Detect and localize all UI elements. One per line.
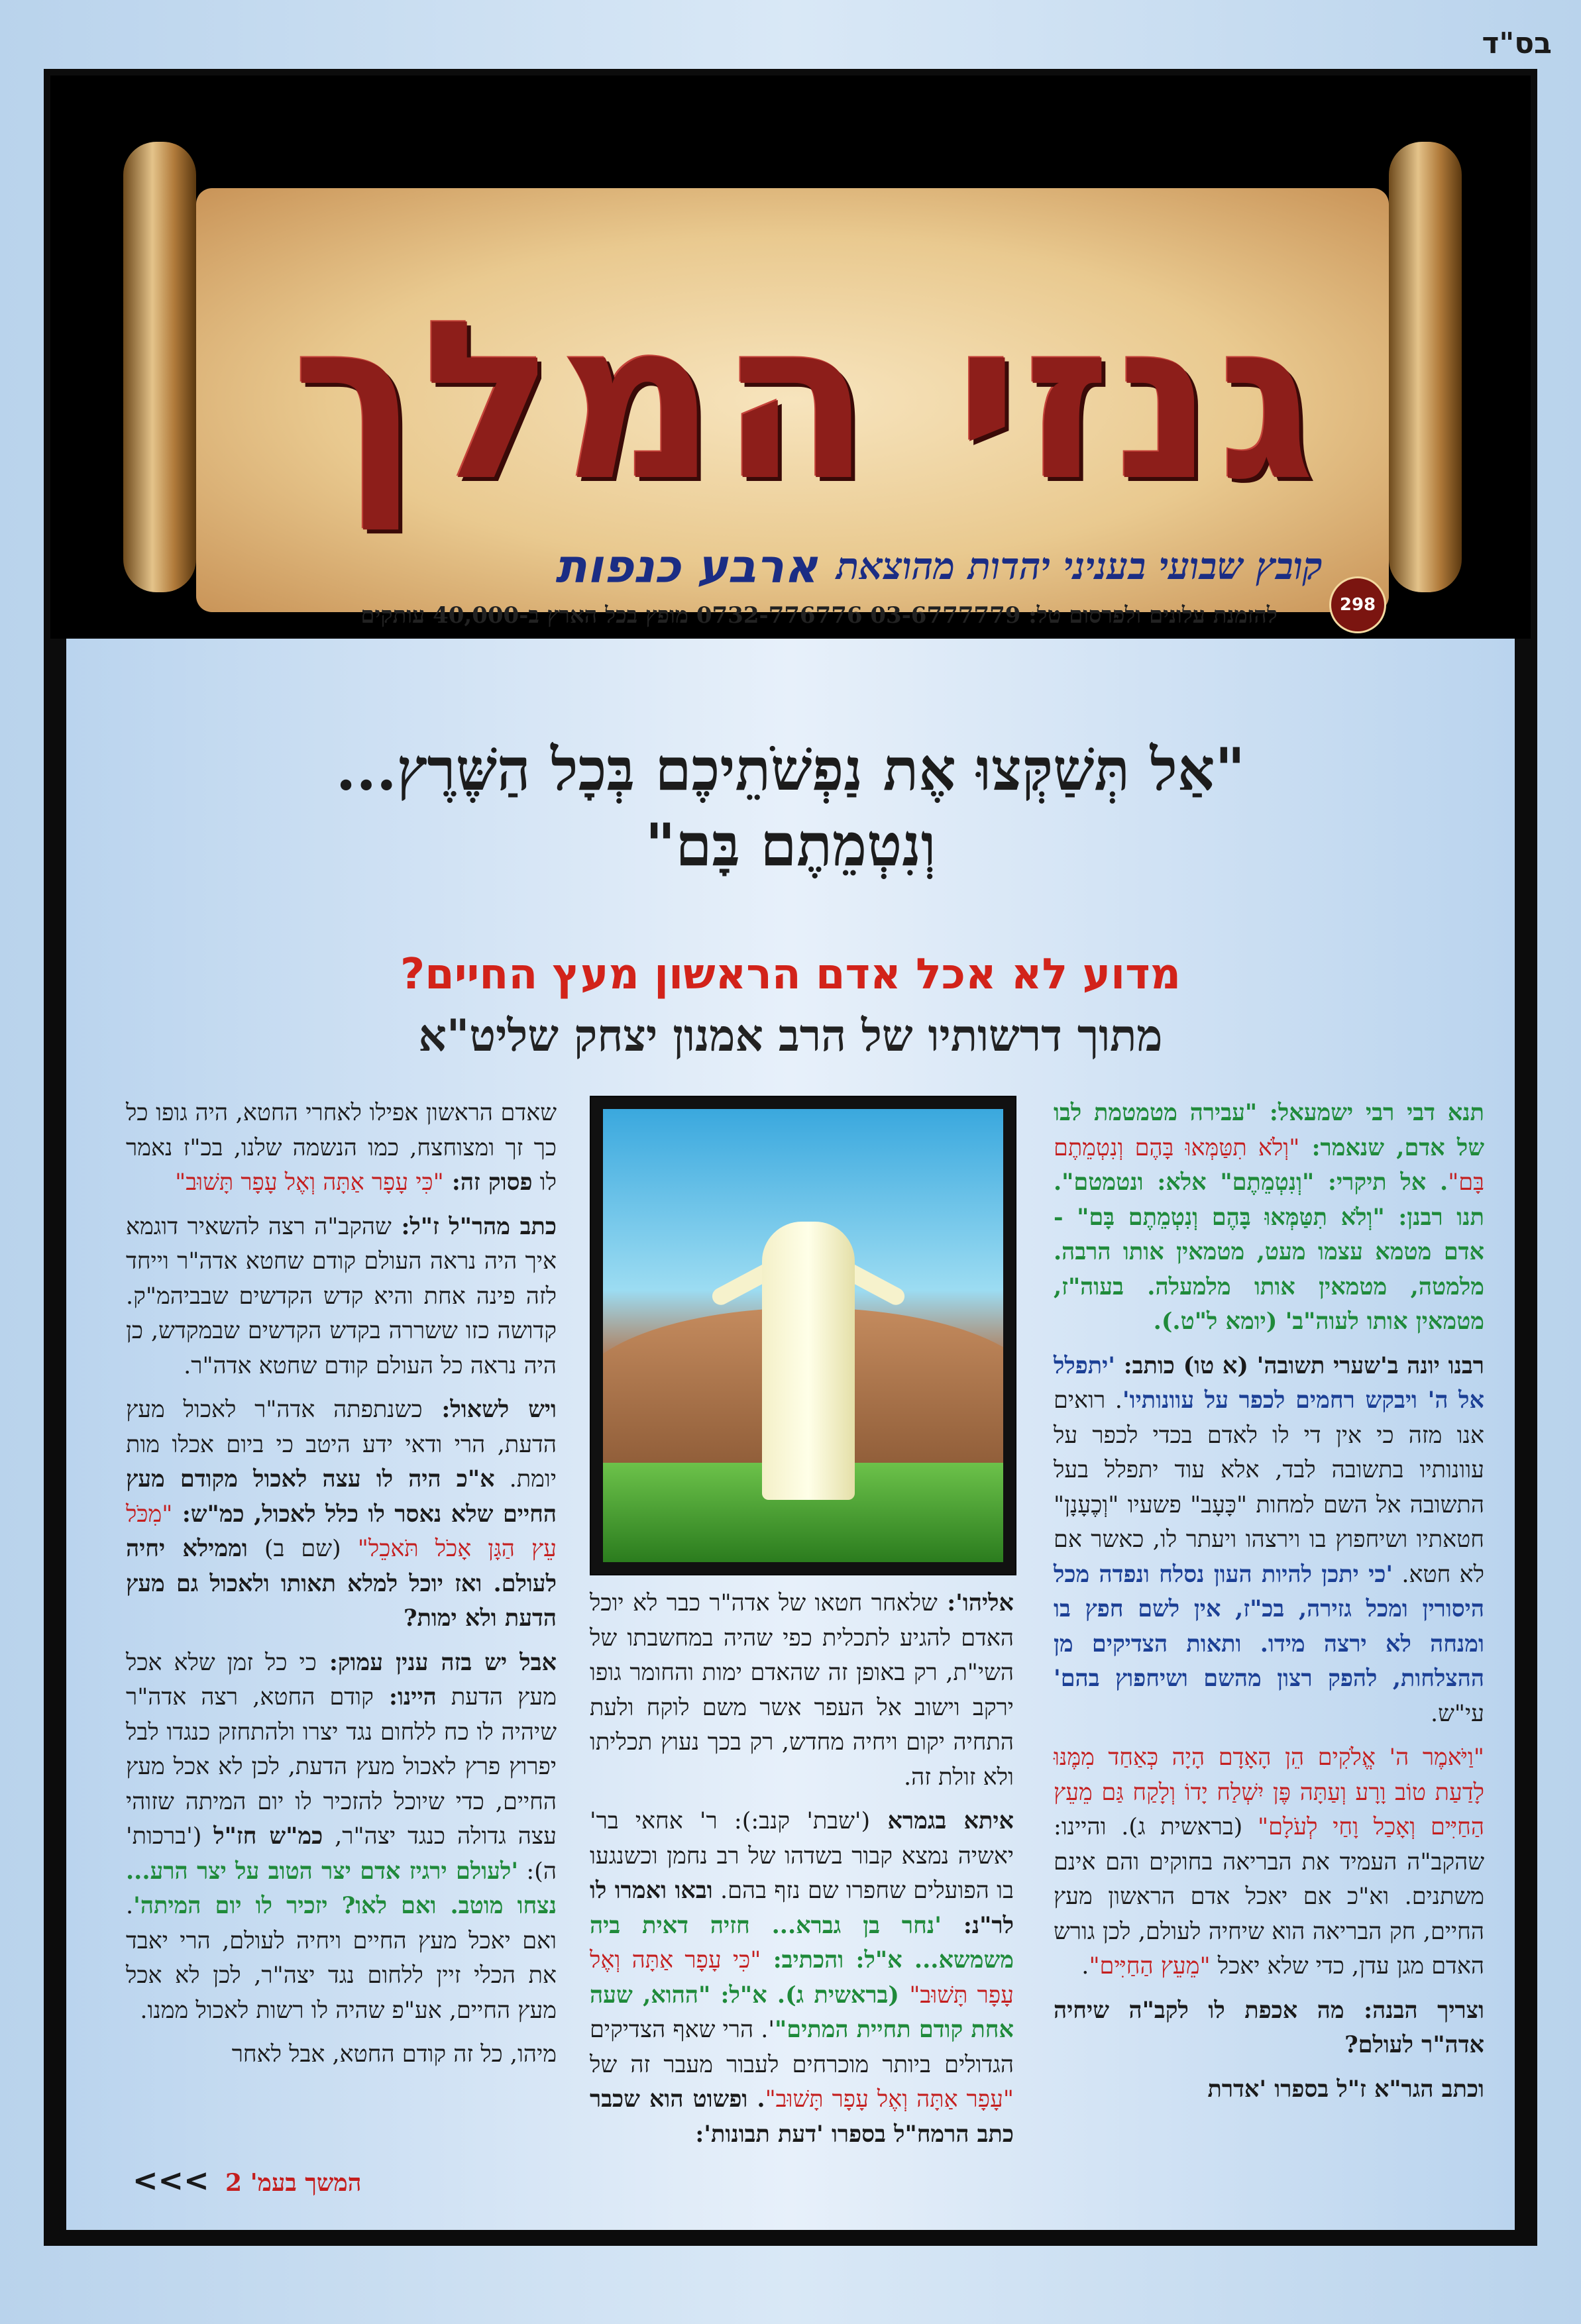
paragraph [1054,1740,1484,1984]
text-span: שאדם הראשון אפילו לאחרי החטא, היה גופו כל כך זך ומצוחצח, כמו הנשמה שלנו, בכ"ז נאמר לו [126,1100,557,1196]
paragraph [126,1393,557,1636]
text-span: שלאחר חטאו של אדה"ר כבר לא יוכל האדם להגיע לתכלית כפי שהיה במחשבתו של השי"ת, רק באופן זה שהאדם ימות והחומר גופו ירקב וישוב אל העפר אשר משם לוקח ולעת התחיה יקום ויחיה מחדש, רק בכך נעוץ תכליתו ולא זולת זה. [590,1590,1014,1791]
text-span: . [1081,1953,1089,1980]
article-byline: מתוך דרשותיו של הרב אמנון יצחק שליט"א [418,1010,1163,1061]
text-span: (שם ב) [247,1536,358,1562]
verse-span: "מֵעֵץ הַחַיִּים" [1089,1953,1211,1980]
issue-number-badge: 298 [1329,576,1386,633]
verse-quote [66,731,1515,883]
masthead [50,76,1531,639]
column-middle [590,1586,1014,2161]
text-span: (בראשית ג). והיינו: שהקב"ה העמיד את הבריאה בחוקים והם אינם משתנים. וא"כ אם יאכל אדם הראשון מעץ החיים, חק הבריאה הוא שיחיה לעולם, לכן גורש האדם מגן עדן, כדי שלא יאכל [1054,1814,1484,1980]
paragraph [1054,1096,1484,1340]
corner-label: בס"ד [1482,26,1552,60]
paragraph [126,1096,557,1200]
text-span: . ואם יאכל מעץ החיים ויחיה לעולם, הרי יאבד את הכלי זיין ללחום נגד יצה"ר, לכן לא אכל מעץ החיים, אע"פ שהיה לו רשות לאכול ממנו. [126,1893,557,2024]
text-span: פסוק זה: [443,1169,533,1196]
paragraph [590,1586,1014,1795]
subtitle-row [249,539,1323,594]
column-right [1054,1096,1484,2116]
text-span: '. הרי שאף הצדיקים הגדולים ביותר מוכרחים לעבור מעבר זה של [590,2017,1014,2078]
continued-note: המשך בעמ' 2 [225,2169,362,2197]
verse-span: "מִכֹּל עֵץ הַגָּן אָכֹל תֹּאכֵל" [126,1501,557,1562]
text-span: כשנתפתה אדה"ר לאכול מעץ הדעת, הרי ודאי ידע היטב כי ביום אכלו מות יומת. [126,1397,557,1493]
article-area [66,639,1515,2230]
text-span: רבנו יונה ב'שערי תשובה' (א טו) כותב: [1115,1351,1484,1379]
figure-shape [762,1222,855,1500]
paragraph: וצריך הבנה: מה אכפת לו לקב"ה שיחיה אדה"ר לעולם? [1054,1996,1484,2058]
article-headline: מדוע לא אכל אדם הראשון מעץ החיים? [400,950,1181,999]
paragraph [1054,1349,1484,1732]
text-span: . אל תיקרי: "וְנִטְמֵתֶם" אלא: ונטמטם". תנו רבנן: "וְלֹא תִטַּמְּאוּ בָּהֶם וְנִטְמֵתֶם בָּם" - אדם מטמא עצמו מעט, מטמאין אותו הרבה. מלמטה, מטמאין אותו מלמעלה. בעוה"ז, מטמאין אותו לעוה"ב' (יומא ל"ט.). [1054,1169,1484,1335]
text-span: 'לעולם ירגיז אדם יצר הטוב על יצר הרע... נצחו מוטב. ואם לאו? יזכיר לו יום המיתה' [126,1857,557,1919]
newsletter-title: גנזי המלך [292,274,1320,529]
verse-span: "וַיֹּאמֶר ה' אֱלֹקִים הֵן הָאָדָם הָיָה כְּאַחַד מִמֶּנּוּ לָדַעַת טוֹב וָרָע וְעַתָּה פֶּן יִשְׁלַח יָדוֹ וְלָקַח גַּם מֵעֵץ הַחַיִּים וְאָכַל וָחַי לְעֹלָם" [1054,1744,1484,1840]
text-span: כי כל זמן שלא אכל מעץ הדעת [126,1649,557,1711]
text-span: איתא בגמרא [870,1807,1014,1834]
verse-span: "וְלֹא תִטַּמְּאוּ בָּהֶם וְנִטְמֵתֶם בָּם" [1054,1134,1484,1196]
text-span: אליהו': [937,1589,1014,1616]
text-span: ויש לשאול: [422,1396,557,1423]
text-span: היינו: [373,1683,437,1711]
text-span: (בראשית ג). א"ל: "ההוא, שעה אחת קודם תחיית המתים" [590,1981,1014,2043]
quote-span: 'כי יתכן להיות העון נסלח ונפדה מכל היסורין ומכל גזירה, בכ"ז, אין לשם חפץ בו ומנחה לא ירצה מידו. ותאות הצדיקים מן ההצלחות, להפק רצון מהשם ושיחפוץ בהם' [1054,1560,1484,1692]
text-span: 'נחר בן גברא... חזיה דאית ביה משמשא... א"ל: והכתיב: [590,1911,1014,1974]
text-span: ('ברכות' ה): [126,1823,557,1885]
text-span: . ופשוט הוא שכבר כתב הרמח"ל בספרו 'דעת תבונות': [590,2086,1014,2148]
continue-arrows: <<< [133,2162,209,2198]
article-illustration [590,1096,1016,1575]
text-span: ובאו ואמרו לו לר"נ: [590,1877,1014,1939]
scroll-rod-right [1389,142,1462,592]
text-span: כמ"ש חז"ל [213,1822,323,1850]
verse-line-1: "אַל תְּשַׁקְּצוּ אֶת נַפְשֹׁתֵיכֶם בְּכָל הַשֶּׁרֶץ... [335,735,1246,804]
paragraph: וכתב הגר"א ז"ל בספרו 'אדרת [1207,2075,1484,2103]
column-left [126,1096,557,2082]
verse-span: "עָפָר אַתָּה וְאֶל עָפָר תָּשׁוּב" [765,2086,1014,2113]
paragraph [126,1646,557,2029]
text-span: תנא דבי רבי ישמעאל: "עבירה מטמטמת לבו של אדם, שנאמר: [1054,1099,1484,1161]
paragraph [126,1210,557,1384]
praying-man-image [603,1109,1003,1562]
scroll-rod-left [123,142,196,592]
text-span: אבל יש בזה ענין עמוק: [316,1648,557,1676]
text-span: א"כ היה לו עצה לאכול מקודם מעץ החיים שלא נאסר לו כלל לאכול, כמ"ש: [126,1465,557,1528]
text-span: עי"ש. [1431,1700,1484,1727]
subtitle: קובץ שבועי בעניני יהדות מהוצאת [836,545,1323,588]
verse-span: "כִּי עָפָר אַתָּה וְאֶל עָפָר תָּשׁוּב" [590,1947,1014,2009]
text-span: וממילא יחיה לעולם. ואז יוכל למלא תאותו ולאכול גם מעץ הדעת ולא ימות? [126,1535,557,1632]
text-span: כתב מהר"ל ז"ל: [391,1212,557,1240]
paragraph [590,1804,1014,2152]
text-span: קודם החטא, רצה אדה"ר שיהיה לו כח ללחום נגד יצרו ולהתחזק כנגדו לבל יפרוץ פרץ לאכול מעץ הדעת, לכן לא אכל מעץ החיים, כדי שיוכל להזכיר לו יום המיתה שזוהי עצה גדולה כנגד יצה"ר, [126,1684,557,1850]
verse-span: "כִּי עָפָר אַתָּה וְאֶל עָפָר תָּשׁוּב" [175,1169,444,1196]
text-span: ('שבת' קנב:): ר' אחאי בר' יאשיה נמצא קבור בשדהו של רב נחמן וכשנגעו בו הפועלים שחפרו שם נזף בהם. [590,1808,1014,1904]
paragraph: מיהו, כל זה קודם החטא, אבל לאחר [231,2041,557,2068]
contact-line: להזמנת עלונים ולפרסום טל: 03-6777779 0732-776776 מופץ בכל הארץ ב-40,000 עותקים [360,602,1278,629]
text-span: שהקב"ה רצה להשאיר דוגמא איך היה נראה העולם קודם שחטא אדה"ר וייחד לזה פינה אחת והיא קדש הקדשים שבביהמ"ק. קדושה כזו ששררה בקדש הקדשים שבמקדש, כן היה נראה כל העולם קודם שחטא אדה"ר. [126,1213,557,1379]
publisher-brand: ארבע כנפות [555,539,818,594]
quote-span: 'יתפלל אל ה' ויבקש רחמים לכפר על עוונותיו' [1054,1351,1485,1414]
text-span: . רואים אנו מזה כי אין די לו לאדם בכדי לכפר על עוונותיו בתשובה לבד, אלא עוד יתפלל בעל התשובה אל השם למחות "כָּעָב" פשעיו "וְכֶעָנָן" חטאתיו ושיחפוץ בו וירצהו ויעתר לו, כאשר אם לא חטא. [1054,1387,1484,1588]
verse-line-2: וְנִטְמֵתֶם בָּם" [645,810,936,880]
